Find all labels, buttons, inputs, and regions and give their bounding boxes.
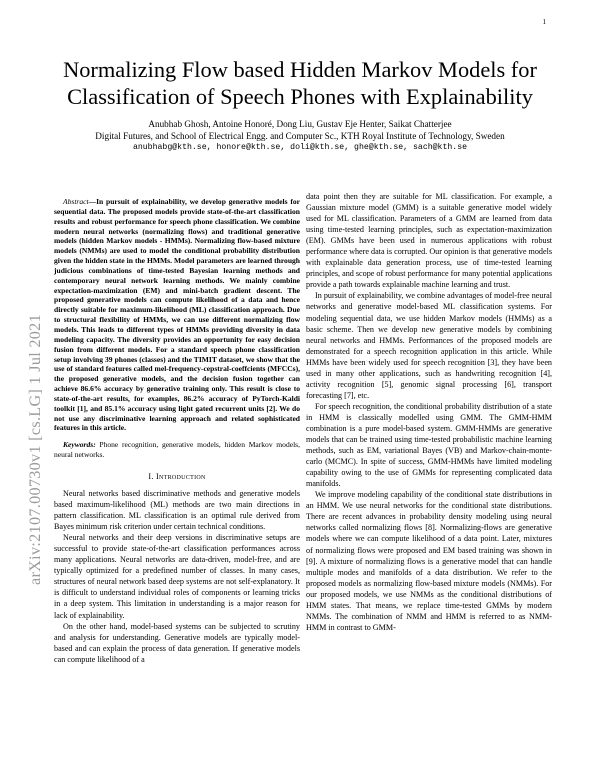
paragraph: In pursuit of explainability, we combine advantages of model-free neural networks and generative model-based ML classification systems. For modeling sequential data, we use hidden Markov models (HMMs) as a basic scheme. Then we develop new generative models by combining neural networks and HMMs. Performances of the proposed models are demonstrated for a speech recognition application in this article. While HMMs have been widely used for speech recognition [3], they have been used in many other applications, such as handwriting recognition [4], activity recognition [5], genomic signal processing [6], transport forecasting [7], etc. bbox=[306, 291, 552, 400]
keywords bbox=[54, 440, 300, 460]
paragraph: Neural networks and their deep versions in discriminative setups are successful to provide state-of-the-art classification performances across many applications. Neural networks are data-driven, model-free, and are typically optimized for a predefined number of classes. In many cases, structures of neural network based deep systems are not self-explanatory. It is difficult to understand individual roles of components or learning tricks in a deep system. This limitation in understanding is a major reason for lack of explainability. bbox=[54, 533, 300, 620]
paragraph: On the other hand, model-based systems can be subjected to scrutiny and analysis for understanding. Generative models are typically model-based and can explain the process of data generation. If generative models can compute likelihood of a bbox=[54, 621, 300, 664]
right-column bbox=[306, 191, 552, 633]
author-list: Anubhab Ghosh, Antoine Honoré, Dong Liu, Gustav Eje Henter, Saikat Chatterjee bbox=[148, 119, 452, 129]
title-line-1: Normalizing Flow based Hidden Markov Models for bbox=[63, 57, 537, 82]
section-number: I. bbox=[148, 471, 154, 481]
arxiv-identifier-stamp[interactable]: arXiv:2107.00730v1 [cs.LG] 1 Jul 2021 bbox=[26, 314, 44, 585]
section-heading-introduction bbox=[54, 471, 300, 482]
section-title: Introduction bbox=[156, 471, 206, 481]
paragraph: data point then they are suitable for ML classification. For example, a Gaussian mixture model (GMM) is a suitable generative model widely used for ML classification. Parameters of a GMM are learned from data using time-tested learning principles, such as expectation-maximization (EM). GMMs have been used in numerous applications with robust performance where data is corrupted. Our opinion is that generative models with explainable data generation process, use of time-tested learning principles, and scope of robust performance for many potential applications provide a path towards explainable machine learning and trust. bbox=[306, 192, 552, 290]
keywords-text: Phone recognition, generative models, hidden Markov models, neural networks. bbox=[54, 440, 300, 460]
keywords-label: Keywords: bbox=[63, 440, 96, 450]
page-number: 1 bbox=[542, 18, 546, 26]
title-line-2: Classification of Speech Phones with Explainability bbox=[67, 84, 533, 109]
author-emails: anubhabg@kth.se, honore@kth.se, doli@kth.se, ghe@kth.se, sach@kth.se bbox=[132, 143, 468, 153]
paper-title bbox=[40, 56, 560, 110]
paragraph: For speech recognition, the conditional probability distribution of a state in HMM is classically modelled using GMM. The GMM-HMM combination is a pure model-based system. GMM-HMMs are generative models that can be trained using time-tested probabilistic machine learning methods, such as EM, variational Bayes (VB) and Markov-chain-monte-carlo (MCMC). In spite of success, GMM-HMMs have limited modeling capability owing to the use of GMMs for representing complicated data manifolds. bbox=[306, 401, 552, 489]
author-affiliation: Digital Futures, and School of Electrical Engg. and Computer Sc., KTH Royal Institute of Technology, Sweden bbox=[95, 130, 505, 141]
left-column bbox=[54, 197, 300, 665]
paragraph: We improve modeling capability of the conditional state distributions in an HMM. We use neural networks for the conditional state distributions. There are recent advances in probability density modeling using neural networks called normalizing flows [8]. Normalizing-flows are generative models where we can compute likelihood of a data point. Later, mixtures of normalizing flows were proposed and EM based training was shown in [9]. A mixture of normalizing flows is a generative model that can handle multiple modes and manifolds of a data distribution. We refer to the proposed models as normalizing flow-based mixture models (NMMs). For our proposed models, we use NMMs as the conditional distributions of HMM states. That means, we replace time-tested GMMs by modern NMMs. The combination of NMM and HMM is referred to as NMM-HMM in contrast to GMM- bbox=[306, 490, 552, 632]
paper-header bbox=[40, 56, 560, 154]
abstract-label: Abstract bbox=[63, 197, 89, 206]
abstract-text: —In pursuit of explainability, we develop generative models for sequential data. The proposed models provide state-of-the-art classification results and robust performance for speech phone classification. We combine modern neural networks (normalizing flows) and traditional generative models (hidden Markov models - HMMs). Normalizing flow-based mixture models (NMMs) are used to model the conditional probability distribution given the hidden state in the HMMs. Model parameters are learned through judicious combinations of time-tested Bayesian learning methods and contemporary neural network learning methods. We mainly combine expectation-maximization (EM) and mini-batch gradient descent. The proposed generative models can compute likelihood of a data and hence directly suitable for maximum-likelihood (ML) classification approach. Due to structural flexibility of HMMs, we can use different normalizing flow models. This leads to different types of HMMs providing diversity in data modeling capacity. The diversity provides an opportunity for easy decision fusion from different models. For a standard speech phone classification setup involving 39 phones (classes) and the TIMIT dataset, we show that the use of standard features called mel-frequency-cepstral-coeffcients (MFCCs), the proposed generative models, and the decision fusion together can achieve 86.6% accuracy by generative training only. This result is close to state-of-the-art results, for examples, 86.2% accuracy of PyTorch-Kaldi toolkit [1], and 85.1% accuracy using light gated recurrent units [2]. We do not use any discriminative learning approach and related sophisticated features in this article. bbox=[54, 197, 300, 433]
abstract bbox=[54, 197, 300, 433]
paragraph: Neural networks based discriminative methods and generative models based maximum-likelihood (ML) methods are two main directions in pattern classification. ML classification is an optimal rule derived from Bayes minimum risk criterion under certain technical conditions. bbox=[54, 488, 300, 532]
